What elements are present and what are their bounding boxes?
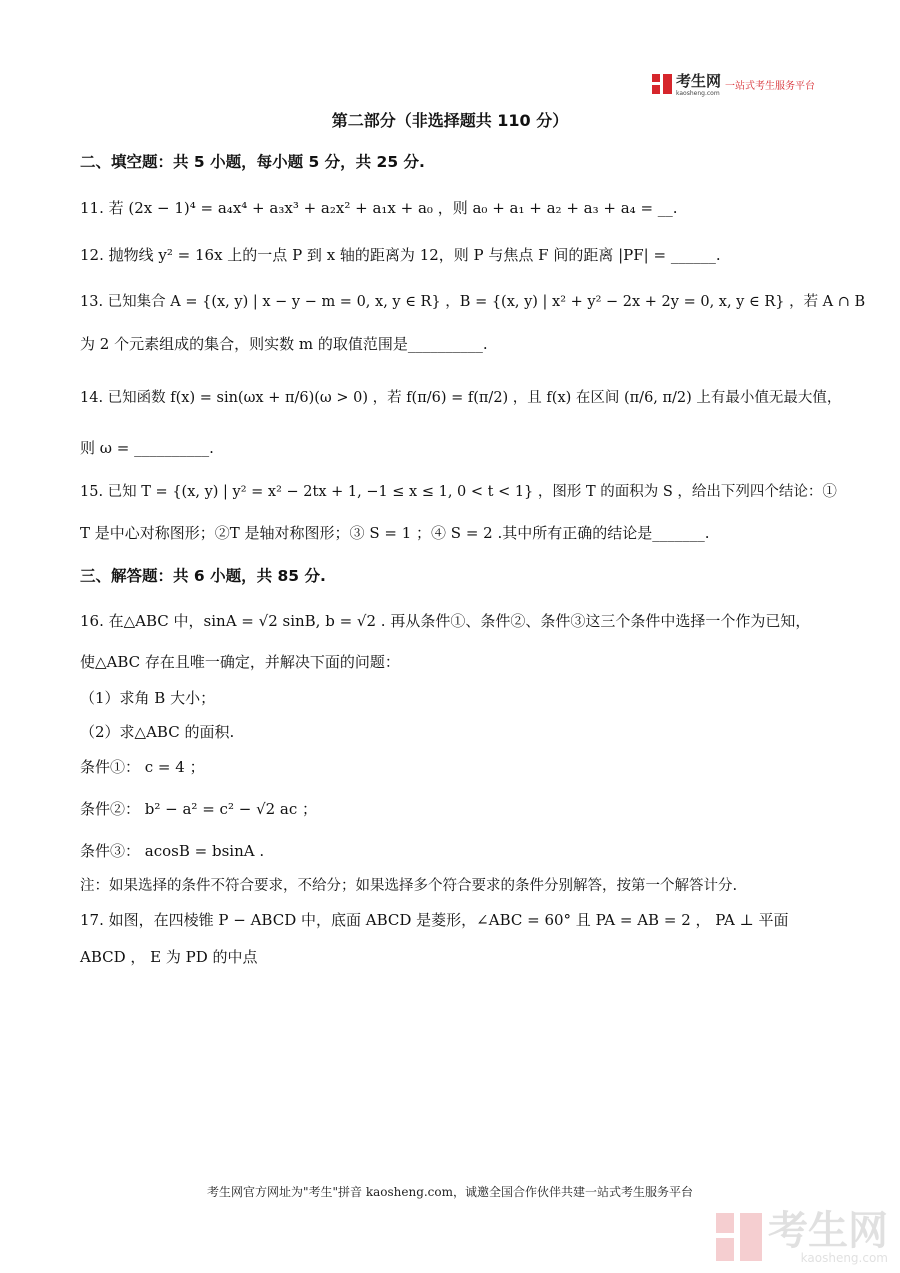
part-title: 第二部分（非选择题共 110 分） [331, 111, 569, 130]
question-13-line2: 为 2 个元素组成的集合，则实数 m 的取值范围是__________. [80, 335, 488, 353]
watermark-text [768, 1210, 888, 1264]
question-16-sub2: （2）求△ABC 的面积. [80, 723, 235, 741]
section2-heading: 二、填空题：共 5 小题，每小题 5 分，共 25 分. [80, 153, 425, 171]
question-11: 11. 若 (2x − 1)⁴ = a₄x⁴ + a₃x³ + a₂x² + a₁x + a₀ ，则 a₀ + a₁ + a₂ + a₃ + a₄ = __. [80, 199, 678, 217]
footer-text: 考生网官方网址为"考生"拼音 kaosheng.com，诚邀全国合作伙伴共建一站式考生服务平台 [206, 1185, 694, 1199]
logo-slogan: 一站式考生服务平台 [725, 80, 816, 92]
logo-url: kaosheng.com [676, 90, 720, 97]
question-16-line2: 使△ABC 存在且唯一确定，并解决下面的问题： [80, 653, 400, 671]
question-13-line1: 13. 已知集合 A = {(x, y) | x − y − m = 0, x, y ∈ R} ，B = {(x, y) | x² + y² − 2x + 2y = 0, x, y ∈ R} ，若 A ∩ B [80, 294, 866, 310]
watermark-mark-icon [716, 1213, 762, 1261]
watermark [716, 1210, 888, 1264]
question-16-sub1: （1）求角 B 大小； [80, 689, 216, 707]
header-logo [652, 72, 815, 96]
question-17-line1: 17. 如图，在四棱锥 P − ABCD 中，底面 ABCD 是菱形，∠ABC = 60° 且 PA = AB = 2 ， PA ⊥ 平面 [80, 911, 789, 929]
question-17-line2: ABCD ， E 为 PD 的中点 [80, 948, 258, 966]
question-14-line2: 则 ω = __________. [80, 439, 214, 457]
question-15-line1: 15. 已知 T = {(x, y) | y² = x² − 2tx + 1, −1 ≤ x ≤ 1, 0 < t < 1} ，图形 T 的面积为 S ，给出下列四个结论：① [80, 484, 837, 500]
logo-name: 考生网 [676, 72, 722, 90]
section3-heading: 三、解答题：共 6 小题，共 85 分. [80, 567, 326, 585]
question-14-line1: 14. 已知函数 f(x) = sin(ωx + π/6)(ω > 0) ，若 f(π/6) = f(π/2) ，且 f(x) 在区间 (π/6, π/2) 上有最小值无最大值， [80, 390, 842, 406]
watermark-name: 考生网 [768, 1208, 888, 1254]
question-12: 12. 抛物线 y² = 16x 上的一点 P 到 x 轴的距离为 12，则 P 与焦点 F 间的距离 |PF| = ______. [80, 246, 721, 264]
logo-text [676, 71, 721, 97]
question-15-line2: T 是中心对称图形；②T 是轴对称图形；③ S = 1 ；④ S = 2 .其中所有正确的结论是_______. [80, 524, 710, 542]
condition-3: 条件③： acosB = bsinA . [80, 842, 265, 860]
condition-2: 条件②： b² − a² = c² − √2 ac ； [80, 800, 318, 818]
condition-1: 条件①： c = 4 ； [80, 758, 205, 776]
watermark-url: kaosheng.com [800, 1251, 888, 1265]
logo-mark-icon [652, 74, 672, 94]
note: 注：如果选择的条件不符合要求，不给分；如果选择多个符合要求的条件分别解答，按第一个解答计分. [80, 878, 738, 894]
question-16-line1: 16. 在△ABC 中，sinA = √2 sinB, b = √2 . 再从条件①、条件②、条件③这三个条件中选择一个作为已知， [80, 612, 811, 630]
